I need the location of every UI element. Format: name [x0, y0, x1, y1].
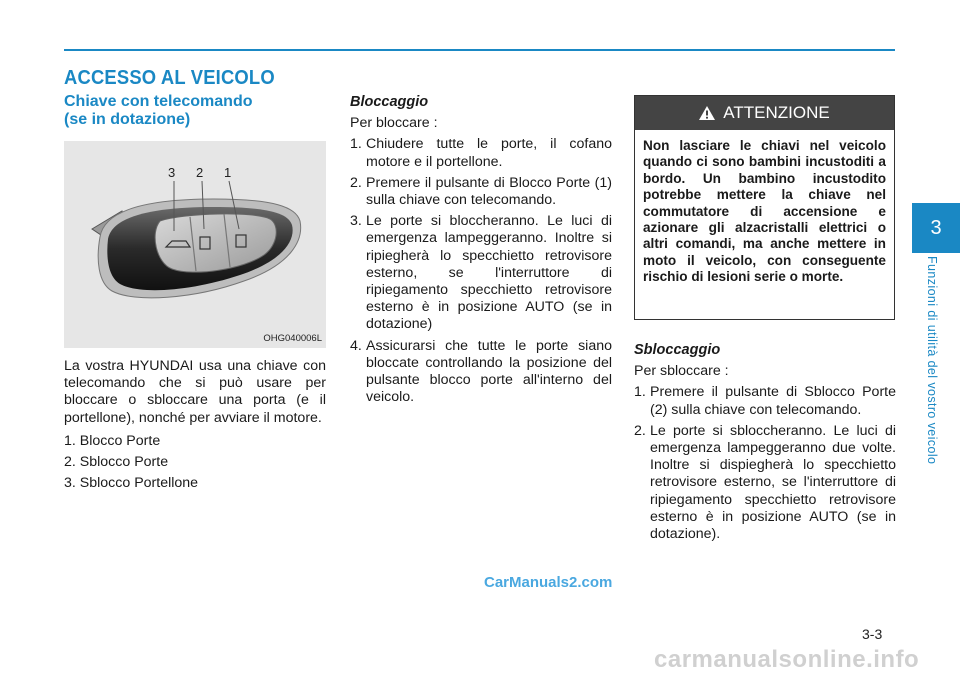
step-text: Premere il pulsante di Blocco Porte (1) sulla chiave con telecomando.: [366, 174, 612, 209]
unlocking-heading: Sbloccaggio: [634, 342, 721, 358]
warning-title: ATTENZIONE: [723, 103, 830, 122]
remote-key-icon: [64, 141, 326, 348]
unlocking-steps: [634, 384, 896, 543]
section-title: ACCESSO AL VEICOLO: [64, 67, 275, 89]
unlocking-lead: Per sbloccare :: [634, 363, 729, 380]
chapter-side-label: [921, 256, 943, 496]
callout-3: 3: [168, 165, 176, 180]
chapter-tab: 3: [912, 203, 960, 253]
step-text: Le porte si sbloccheranno. Le luci di emergenza lampeggeranno due volte. Inoltre si dispiegherà lo specchietto retrovisore esterno, se l'interruttore di ripiegamento specchietto retrovisore esterno è in posizione AUTO (se in dotazione).: [650, 422, 896, 543]
step-text: Le porte si bloccheranno. Le luci di emergenza lampeggeranno. Inoltre si ripiegherà lo specchietto retrovisore esterno, se l'interruttore di ripiegamento specchietto retrovisore esterno è in posizione AUTO (se in dotazione): [366, 213, 612, 333]
middle-column: [350, 94, 612, 410]
watermark-footer: carmanualsonline.info: [654, 646, 920, 673]
step-number: 2.: [350, 174, 362, 191]
step-number: 1.: [634, 384, 646, 401]
header-rule: [64, 49, 895, 51]
list-item: 1. Blocco Porte: [64, 432, 161, 449]
intro-paragraph: La vostra HYUNDAI usa una chiave con telecomando che si può usare per bloccare o sbloccare una porta (e il portellone), nonché per avviare il motore.: [64, 358, 326, 426]
left-column: [64, 358, 326, 496]
warning-text: Non lasciare le chiavi nel veicolo quando ci sono bambini incustoditi a bordo. Un bambino incustodito potrebbe mettere la chiave nel commutatore di accensione e azionare gli alzacristalli elettrici o altri comandi, ma anche mettere in moto il veicolo, con conseguente rischio di lesioni serie o morte.: [643, 138, 886, 285]
warning-triangle-icon: [699, 106, 715, 120]
step-number: 1.: [350, 136, 362, 153]
subtitle-line-1: Chiave con telecomando: [64, 93, 253, 110]
list-item: [350, 338, 612, 407]
list-item: [634, 423, 896, 543]
callout-2: 2: [196, 165, 204, 180]
list-item: [350, 175, 612, 209]
warning-box: [634, 95, 895, 320]
step-text: Chiudere tutte le porte, il cofano motore e il portellone.: [366, 136, 612, 170]
locking-lead: Per bloccare :: [350, 115, 438, 132]
subtitle-line-2: (se in dotazione): [64, 111, 191, 128]
list-item: [634, 384, 896, 418]
chapter-side-text: Funzioni di utilità del vostro veicolo: [925, 256, 939, 465]
subtitle: [64, 93, 253, 129]
step-text: Assicurarsi che tutte le porte siano bloccate controllando la posizione del pulsante blocco porte all'interno del veicolo.: [366, 337, 612, 406]
step-text: Premere il pulsante di Sblocco Porte (2) sulla chiave con telecomando.: [650, 384, 896, 418]
list-item: [350, 136, 612, 170]
list-item: [350, 213, 612, 333]
locking-heading: Bloccaggio: [350, 94, 429, 110]
watermark: CarManuals2.com: [484, 574, 613, 591]
list-item: 3. Sblocco Portellone: [64, 475, 199, 492]
locking-steps: [350, 136, 612, 406]
step-number: 3.: [350, 213, 362, 230]
smart-key-photo: [64, 141, 326, 348]
image-code: OHG040006L: [263, 333, 322, 344]
list-item: 2. Sblocco Porte: [64, 454, 169, 471]
warning-header: [635, 96, 894, 130]
callout-1: 1: [224, 165, 232, 180]
page-number: 3-3: [862, 626, 883, 642]
right-column: [634, 342, 896, 547]
step-number: 4.: [350, 337, 362, 354]
step-number: 2.: [634, 422, 646, 439]
